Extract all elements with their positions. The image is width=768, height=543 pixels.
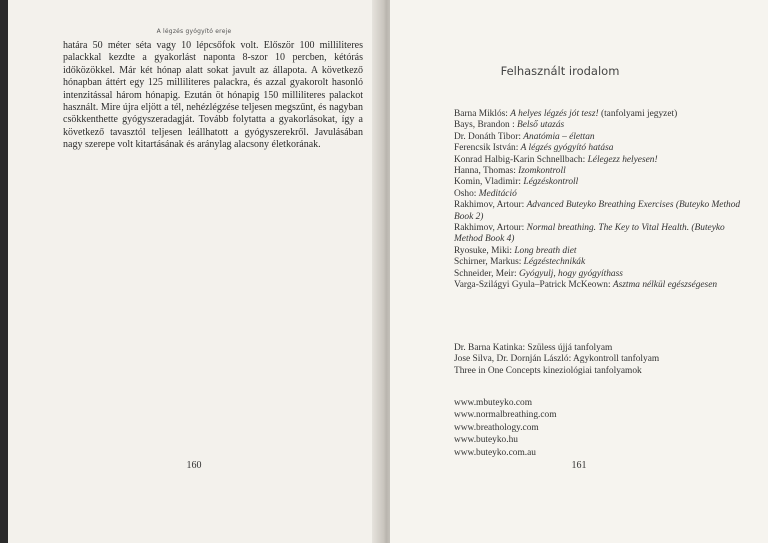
reference-author: Rakhimov, Artour:: [454, 200, 527, 211]
reference-author: Schirner, Markus:: [454, 257, 524, 268]
reference-item: [454, 155, 744, 166]
reference-author: Schneider, Meir:: [454, 268, 519, 279]
reference-author: Barna Miklós:: [454, 109, 511, 119]
reference-title: Asztma nélkül egészségesen: [612, 280, 718, 291]
reference-title: Izomkontroll: [518, 166, 566, 177]
reference-author: Konrad Halbig-Karin Schnellbach:: [454, 154, 588, 165]
reference-author: Varga-Szilágyi Gyula–Patrick McKeown:: [454, 280, 613, 291]
reference-author: Komin, Vladimir:: [454, 177, 524, 188]
running-head: A légzés gyógyító ereje: [156, 28, 232, 35]
reference-list: [454, 109, 744, 292]
reference-title: Meditáció: [478, 188, 517, 199]
reference-author: Hanna, Thomas:: [454, 166, 519, 177]
reference-item: [454, 143, 744, 154]
reference-item: [454, 280, 744, 291]
website-list: [454, 397, 744, 459]
right-page: [390, 0, 768, 543]
reference-author: Ferencsik István:: [454, 143, 521, 154]
reference-note: (tanfolyami jegyzet): [598, 109, 678, 119]
website-link: www.buteyko.hu: [454, 435, 518, 446]
page-number-left: 160: [186, 460, 202, 471]
reference-title: Anatómia – élettan: [523, 131, 595, 142]
reference-author: Dr. Donáth Tibor:: [454, 131, 524, 142]
reference-item: [454, 120, 744, 131]
reference-author: Ryosuke, Miki:: [454, 245, 515, 256]
reference-item: [454, 132, 744, 143]
reference-author: Bays, Brandon :: [454, 120, 518, 131]
reference-title: A légzés gyógyító hatása: [520, 143, 614, 154]
reference-title: Normal breathing. The Key to Vital Health. (Buteyko Method Book 4): [454, 223, 725, 245]
page-number-right: 161: [571, 460, 587, 471]
reference-title: Gyógyulj, hogy gyógyíthass: [518, 268, 623, 279]
reference-title: A helyes légzés jót tesz!: [510, 109, 599, 119]
course-item: Three in One Concepts kineziológiai tanfolyamok: [454, 365, 642, 376]
course-item: Jose Silva, Dr. Dornján László: Agykontroll tanfolyam: [454, 354, 660, 365]
course-item: Dr. Barna Katinka: Szüless újjá tanfolyam: [454, 343, 613, 353]
reference-title: Lélegezz helyesen!: [587, 154, 658, 165]
left-page: [8, 0, 380, 543]
website-link: www.breathology.com: [454, 422, 539, 433]
body-paragraph: határa 50 méter séta vagy 10 lépcsőfok volt. Először 100 milliliteres palackkal kezdte a gyakorlást naponta 8-szor 10 percben, kétórás időközökkel. Már két hónap alatt sokat javult az állapota. A következő hónapban áttért egy 125 milliliteres palackra, és azzal gyakorolt hasonló intenzitással három hónapig. Ezután öt hónapig 150 milliliteres palackot használt. Mire újra eljött a tél, nehézlégzése teljesen megszűnt, és nagyban csökkenthette gyógyszeradagját. Tovább folytatta a gyakorlásokat, így a következő tavasztól teljesen leállhatott a gyógyszerekről. Javulásában nagy szerepe volt kitartásának és aránylag alacsony életkorának.: [63, 40, 363, 151]
reference-title: Légzéstechnikák: [523, 257, 586, 268]
reference-author: Rakhimov, Artour:: [454, 223, 527, 234]
reference-item: [454, 177, 744, 188]
reference-item: [454, 257, 744, 268]
website-link: www.mbuteyko.com: [454, 398, 533, 408]
reference-title: Advanced Buteyko Breathing Exercises (Buteyko Method Book 2): [454, 200, 741, 222]
reference-author: Osho:: [454, 188, 479, 199]
reference-title: Légzéskontroll: [523, 177, 579, 188]
reference-item: [454, 269, 744, 280]
reference-item: [454, 246, 744, 257]
section-title: Felhasznált irodalom: [500, 64, 620, 78]
reference-item: [454, 189, 744, 200]
website-link: www.normalbreathing.com: [454, 410, 557, 421]
reference-title: Belső utazás: [517, 120, 565, 131]
reference-item: [454, 223, 744, 246]
course-list: [454, 343, 744, 377]
reference-item: [454, 109, 744, 120]
reference-title: Long breath diet: [514, 245, 577, 256]
reference-item: [454, 200, 744, 223]
reference-item: [454, 166, 744, 177]
website-link: www.buteyko.com.au: [454, 447, 536, 458]
